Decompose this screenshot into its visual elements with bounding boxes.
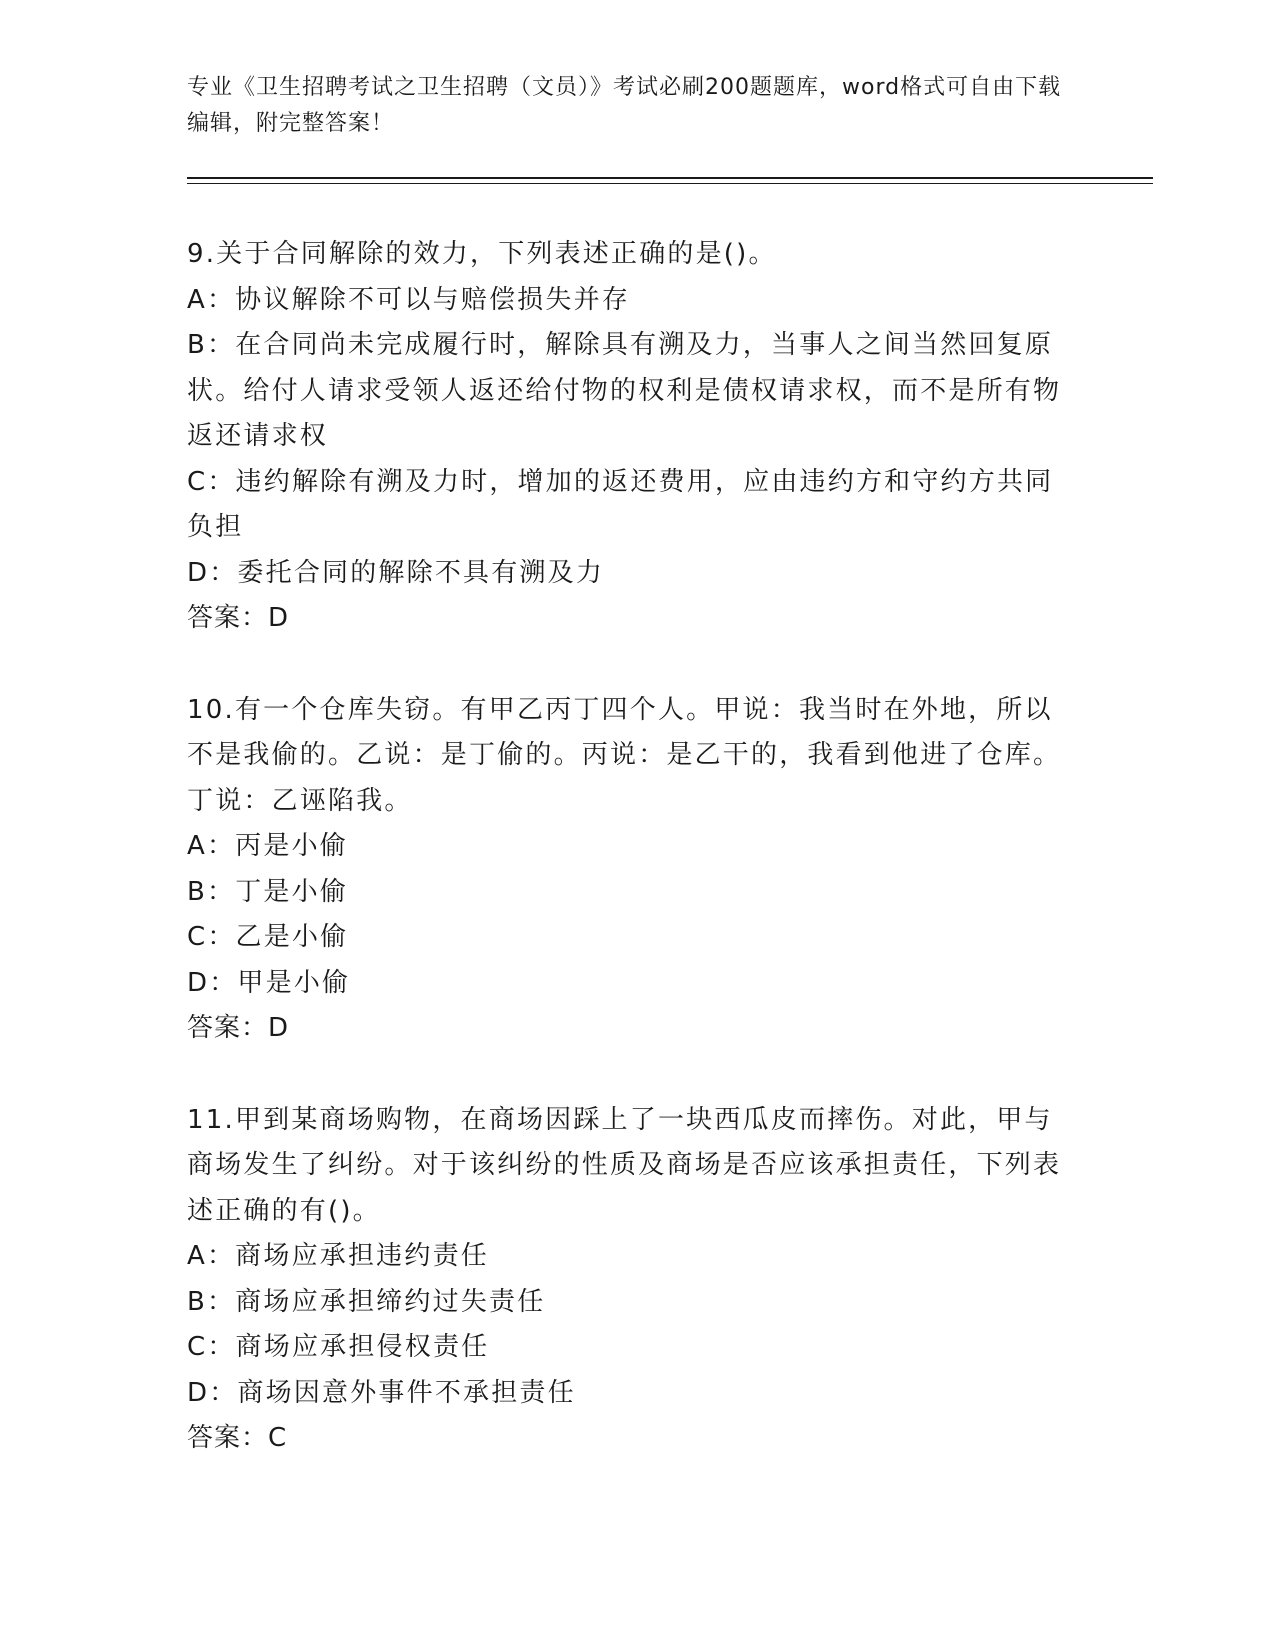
option-d: D：商场因意外事件不承担责任	[187, 1377, 576, 1408]
question-stem: 10.有一个仓库失窃。有甲乙丙丁四个人。甲说：我当时在外地，所以不是我偷的。乙说：是丁偷的。丙说：是乙干的，我看到他进了仓库。丁说：乙诬陷我。	[187, 694, 1062, 816]
option-d: D：委托合同的解除不具有溯及力	[187, 557, 605, 588]
option-a: A：协议解除不可以与赔偿损失并存	[187, 284, 630, 315]
option-b: B：丁是小偷	[187, 876, 349, 907]
question-9	[187, 232, 1067, 642]
question-stem: 9.关于合同解除的效力，下列表述正确的是()。	[187, 239, 777, 269]
option-c: C：商场应承担侵权责任	[187, 1332, 490, 1362]
answer-line: 答案：D	[187, 603, 290, 633]
option-c: C：违约解除有溯及力时，增加的返还费用，应由违约方和守约方共同负担	[187, 466, 1054, 542]
option-c: C：乙是小偷	[187, 922, 349, 952]
header-divider-thin	[187, 183, 1153, 184]
question-11	[187, 1098, 1067, 1462]
header-divider-thick	[187, 177, 1153, 179]
document-header: 专业《卫生招聘考试之卫生招聘（文员）》考试必刷200题题库，word格式可自由下载编辑，附完整答案！	[187, 75, 1062, 136]
question-10	[187, 688, 1067, 1052]
question-list	[187, 232, 1067, 1508]
option-b: B：在合同尚未完成履行时，解除具有溯及力，当事人之间当然回复原状。给付人请求受领人返还给付物的权利是债权请求权，而不是所有物返还请求权	[187, 330, 1062, 451]
option-b: B：商场应承担缔约过失责任	[187, 1286, 546, 1317]
answer-line: 答案：D	[187, 1013, 290, 1043]
option-a: A：丙是小偷	[187, 831, 348, 861]
question-stem: 11.甲到某商场购物，在商场因踩上了一块西瓜皮而摔伤。对此，甲与商场发生了纠纷。对于该纠纷的性质及商场是否应该承担责任，下列表述正确的有()。	[187, 1104, 1062, 1226]
option-d: D：甲是小偷	[187, 967, 351, 998]
answer-line: 答案：C	[187, 1423, 288, 1453]
option-a: A：商场应承担违约责任	[187, 1241, 489, 1271]
